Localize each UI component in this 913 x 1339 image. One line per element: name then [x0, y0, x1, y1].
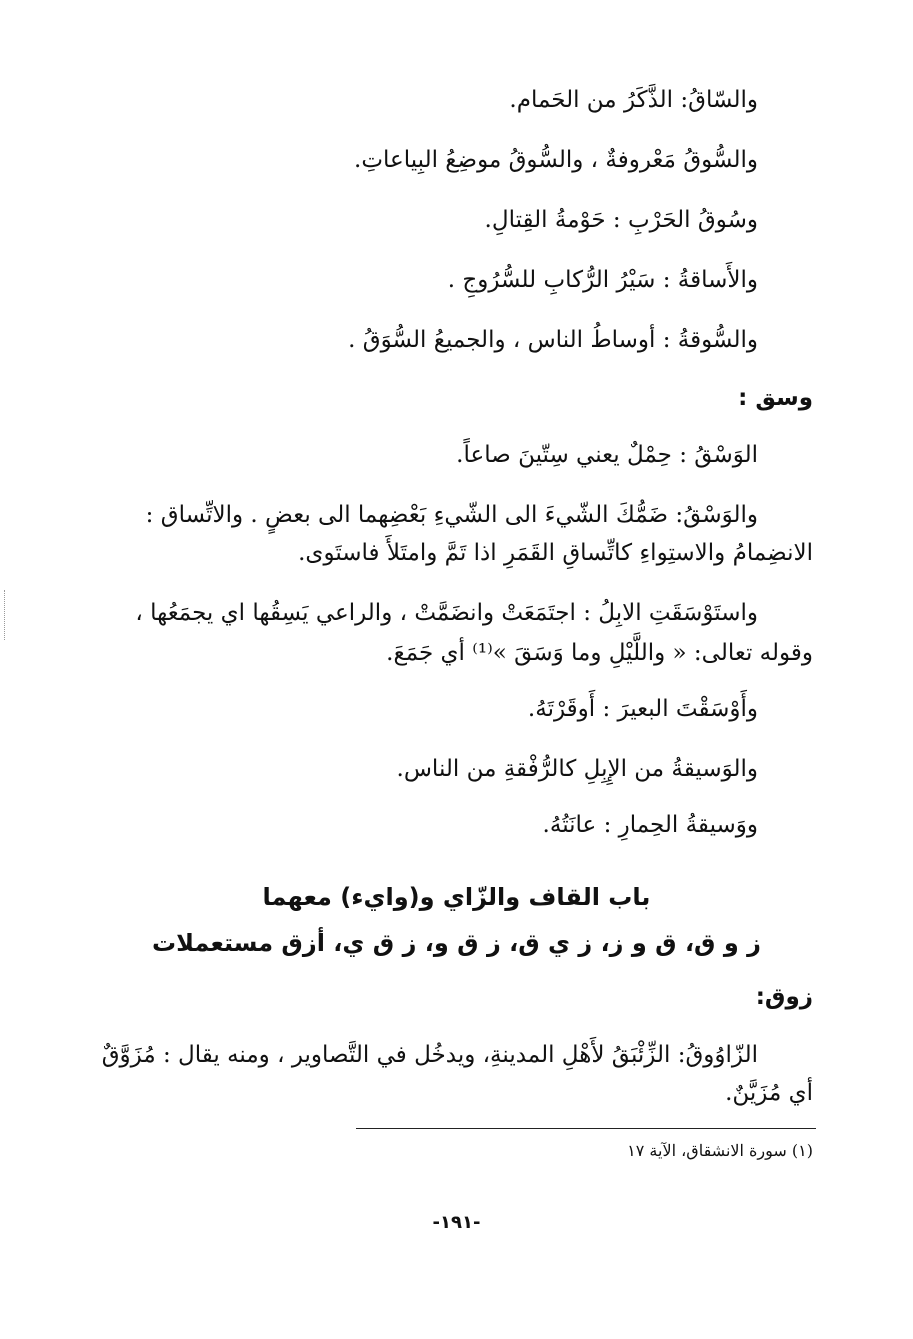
entry-wasq-damm-cont: الانضِمامُ والاستِواءِ كاتِّساقِ القَمَرِ اذا تَمَّ وامتَلأَ فاستَوى.: [298, 540, 813, 566]
footnote-divider: [356, 1128, 816, 1129]
scan-edge-mark: [4, 590, 5, 640]
entry-wasiqa-ibil: والوَسيقةُ من الإِبِلِ كالرُّفْقةِ من الناس.: [396, 756, 758, 782]
chapter-roots: ز و ق، ق و ز، ز ي ق، ز ق و، ز ق ي، أزق مستعملات: [152, 929, 761, 957]
chapter-title: باب القاف والزّاي و(وايء) معهما: [262, 883, 651, 911]
entry-saq-dhakar: والسّاقُ: الذَّكَرُ من الحَمام.: [509, 87, 758, 113]
entry-zawuq: الزّاوُوقُ: الزِّئْبَقُ لأَهْلِ المدينةِ، ويدخُل في التَّصاوير ، ومنه يقال : مُزَوَّقٌ: [101, 1042, 758, 1068]
page-number: -١٩١-: [432, 1212, 481, 1233]
entry-awsaqta: وأَوْسَقْتَ البعيرَ : أَوقَرْتَهُ.: [527, 696, 758, 722]
section-heading-zwq: زوق:: [755, 984, 813, 1010]
section-heading-wsq: وسق :: [738, 385, 813, 411]
entry-suq-market: والسُّوقُ مَعْروفةٌ ، والسُّوقُ موضِعُ البِياعاتِ.: [354, 147, 758, 173]
entry-suqa: والسُّوقةُ : أوساطُ الناس ، والجميعُ السُّوَقُ .: [348, 327, 758, 353]
entry-wasq-himl: الوَسْقُ : حِمْلٌ يعني سِتّينَ صاعاً.: [456, 442, 758, 468]
entry-zawuq-cont: أي مُزَيَّنٌ.: [725, 1080, 813, 1106]
entry-suq-harb: وسُوقُ الحَرْبِ : حَوْمةُ القِتالِ.: [484, 207, 758, 233]
entry-wasiqa-himar: ووَسيقةُ الحِمارِ : عانَتُهُ.: [542, 812, 758, 838]
entry-asaqa: والأَساقةُ : سَيْرُ الرُّكابِ للسُّرُوجِ .: [447, 267, 758, 293]
footnote: (١) سورة الانشقاق، الآية ١٧: [627, 1141, 813, 1160]
entry-wasq-damm: والوَسْقُ: ضَمُّكَ الشّيءَ الى الشّيءِ بَعْضِهما الى بعضٍ . والاتِّساق :: [145, 502, 758, 528]
entry-istawsaqat: واستَوْسَقَتِ الابِلُ : اجتَمَعَتْ وانضَمَّتْ ، والراعي يَسِقُها اي يجمَعُها ،: [135, 600, 758, 626]
entry-istawsaqat-cont: وقوله تعالى: « واللَّيْلِ وما وَسَقَ »⁽¹⁾ أي جَمَعَ.: [386, 640, 813, 666]
